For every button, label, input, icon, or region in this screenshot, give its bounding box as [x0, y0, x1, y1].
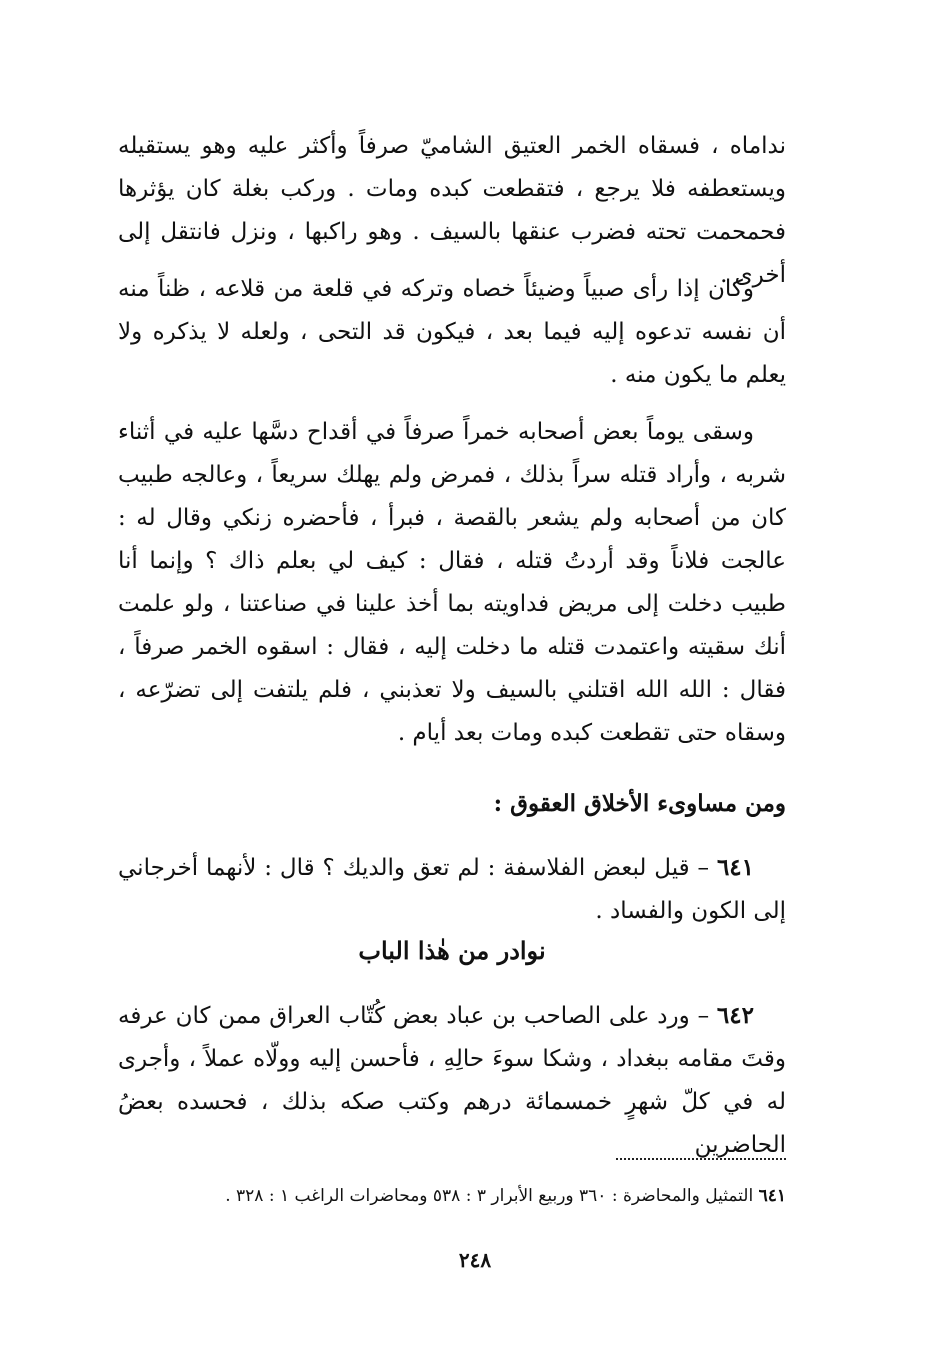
- paragraph-3: وسقى يوماً بعض أصحابه خمراً صرفاً في أقداح دسَّها عليه في أثناء شربه ، وأراد قتله سراً بذلك ، فمرض ولم يهلك سريعاً ، وعالجه طبيب كان من أصحابه ولم يشعر بالقصة ، فبرأ ، فأحضره زنكي وقال له : عالجت فلاناً وقد أردتُ قتله ، فقال : كيف لي بعلم ذاك ؟ وإنما أنا طبيب دخلت إلى مريض فداويته بما أخذ علينا في صناعتنا ، ولو علمت أنك سقيته واعتمدت قتله ما دخلت إليه ، فقال : اسقوه الخمر صرفاً ، فقال : الله الله اقتلني بالسيف ولا تعذبني ، فلم يلتفت إلى تضرّعه ، وسقاه حتى تقطعت كبده ومات بعد أيام .: [118, 419, 786, 746]
- footnote: [118, 1182, 786, 1210]
- entry-641-number: ٦٤١: [716, 854, 754, 881]
- heading-block: [118, 782, 786, 825]
- entry-642-text: – ورد على الصاحب بن عباد بعض كُتّاب العراق ممن كان عرفه وقتَ مقامه ببغداد ، وشكا سوءَ حالِهِ ، فأحسن إليه وولّاه عملاً ، وأجرى له في كلّ شهرٍ خمسمائة درهم وكتب صكه بذلك ، فحسده بعضُ الحاضرين: [118, 1003, 786, 1158]
- entry-642: [118, 994, 786, 1167]
- section-heading-uquq: ومن مساوىء الأخلاق العقوق :: [493, 790, 786, 817]
- footnote-number: ٦٤١: [758, 1186, 786, 1206]
- entry-641-paragraph: [118, 846, 786, 933]
- entry-641: [118, 846, 786, 933]
- paragraph-1: نداماه ، فسقاه الخمر العتيق الشاميّ صرفاً وأكثر عليه وهو يستقيله ويستعطفه فلا يرجع ، فتقطعت كبده ومات . وركب بغلة كان يؤثرها فحمحمت تحته فضرب عنقها بالسيف . وهو راكبها ، ونزل فانتقل إلى أخرى .: [118, 133, 787, 288]
- main-text-p2: [118, 268, 786, 397]
- entry-641-text: – قيل لبعض الفلاسفة : لم تعق والديك ؟ قال : لأنهما أخرجاني إلى الكون والفساد .: [118, 855, 786, 924]
- entry-642-number: ٦٤٢: [716, 1002, 754, 1029]
- section-title: نوادر من هٰذا الباب: [358, 936, 546, 965]
- entry-642-paragraph: [118, 994, 786, 1167]
- page-number: ٢٤٨: [458, 1248, 492, 1272]
- footnote-text: التمثيل والمحاضرة : ٣٦٠ وربيع الأبرار ٣ : ٥٣٨ ومحاضرات الراغب ١ : ٣٢٨ .: [225, 1186, 754, 1206]
- footnote-divider: [616, 1158, 786, 1160]
- main-text-p3: [118, 411, 786, 755]
- paragraph-2: وكان إذا رأى صبياً وضيئاً خصاه وتركه في قلعة من قلاعه ، ظناً منه أن نفسه تدعوه إليه فيما بعد ، فيكون قد التحى ، ولعله لا يذكره ولا يعلم ما يكون منه .: [118, 276, 786, 388]
